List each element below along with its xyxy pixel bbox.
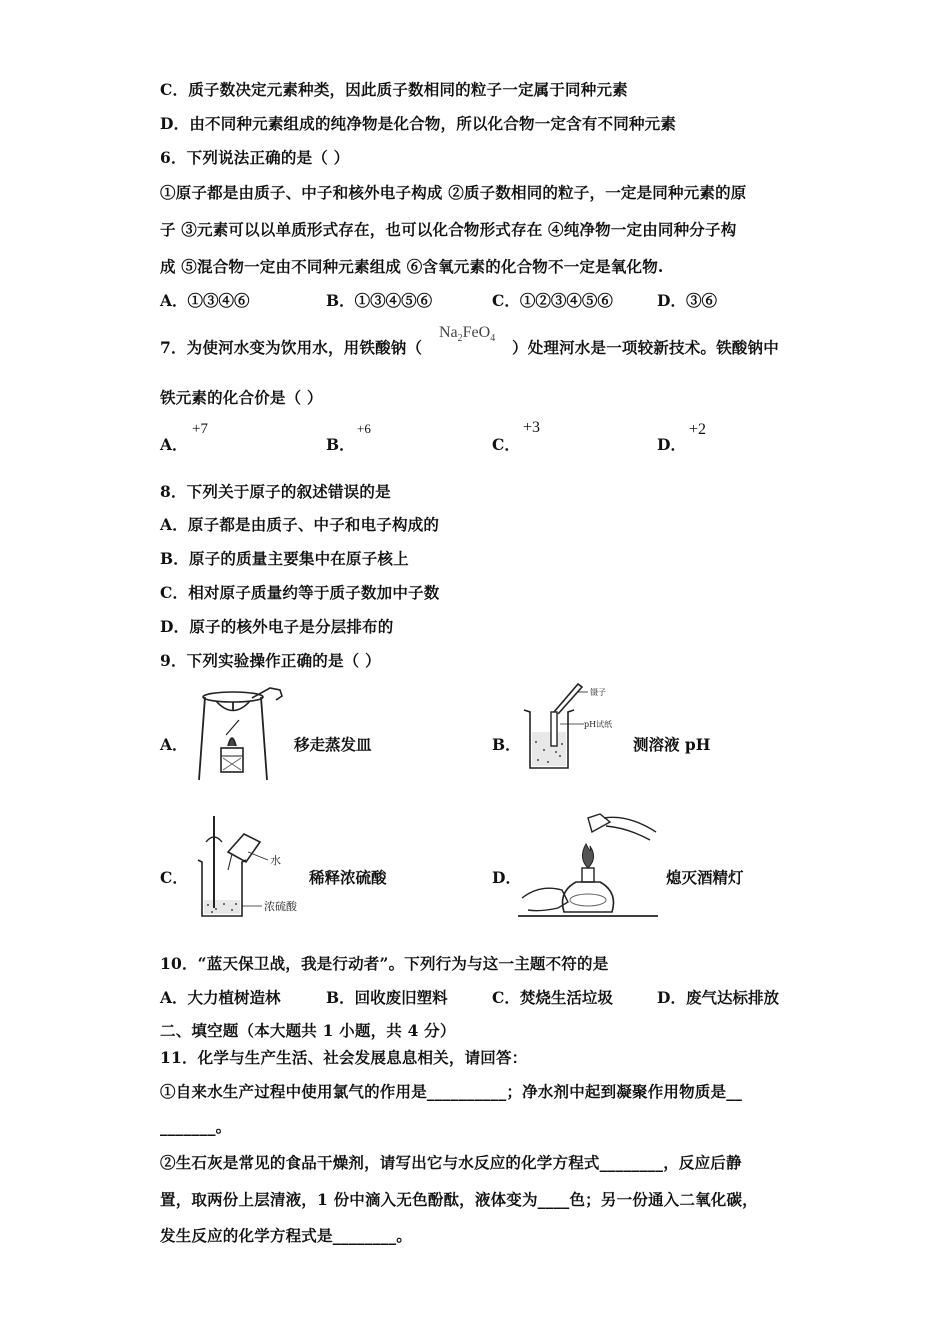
q7-stem-line-2: 铁元素的化合价是（ ）	[160, 388, 323, 407]
dilute-acid-illustration	[188, 812, 308, 920]
q7-option-c-value: +3	[523, 419, 541, 436]
q7-option-a-value: +7	[192, 421, 208, 437]
q9-option-a-caption: 移走蒸发皿	[294, 735, 372, 754]
q9-option-c-label: C．	[160, 868, 188, 887]
q9-option-d-label: D．	[492, 868, 521, 887]
q7-option-c-label: C．	[492, 435, 520, 454]
q6-stem: 6．下列说法正确的是（ ）	[160, 148, 350, 167]
q7-formula: $Na_2FeO_4$	[439, 324, 496, 345]
q7-stem-part-1: 7．为使河水变为饮用水，用铁酸钠（	[160, 338, 423, 357]
q5-option-d: D．由不同种元素组成的纯净物是化合物，所以化合物一定含有不同种元素	[160, 114, 677, 133]
q6-option-d: D．③⑥	[657, 291, 717, 310]
q5-option-c: C．质子数决定元素种类，因此质子数相同的粒子一定属于同种元素	[160, 80, 628, 99]
q6-option-b: B．①③④⑤⑥	[326, 291, 433, 310]
q11-part-1-line-2: _______。	[160, 1117, 232, 1136]
q6-statement-line-1: ①原子都是由质子、中子和核外电子构成 ②质子数相同的粒子，一定是同种元素的原	[160, 183, 747, 202]
ph-paper-label: pH试纸	[584, 720, 613, 729]
evaporating-dish-illustration	[190, 680, 290, 785]
q9-option-d-caption: 熄灭酒精灯	[666, 868, 744, 887]
q10-option-d: D．废气达标排放	[657, 988, 779, 1007]
q10-stem: 10．“蓝天保卫战，我是行动者”。下列行为与这一主题不符的是	[160, 954, 609, 973]
q8-stem: 8．下列关于原子的叙述错误的是	[160, 482, 391, 501]
q7-option-d-value: +2	[689, 421, 707, 438]
q11-part-2-line-2: 置，取两份上层清液，1 份中滴入无色酚酞，液体变为____色；另一份通入二氧化碳，	[160, 1190, 758, 1209]
q9-option-b-label: B．	[492, 735, 521, 754]
q11-stem: 11．化学与生产生活、社会发展息息相关，请回答：	[160, 1048, 528, 1067]
q7-option-b-value: +6	[357, 421, 371, 436]
q7-option-d-label: D．	[657, 435, 686, 454]
q6-statement-line-2: 子 ③元素可以以单质形式存在，也可以化合物形式存在 ④纯净物一定由同种分子构	[160, 220, 737, 239]
q8-option-a: A．原子都是由质子、中子和电子构成的	[160, 515, 440, 534]
q8-option-d: D．原子的核外电子是分层排布的	[160, 617, 394, 636]
ph-test-illustration	[520, 682, 630, 772]
q9-option-c-caption: 稀释浓硫酸	[309, 868, 387, 887]
alcohol-lamp-illustration	[518, 812, 660, 918]
q9-option-b-caption: 测溶液 pH	[633, 735, 711, 754]
q7-stem-part-2: ）处理河水是一项较新技术。铁酸钠中	[512, 338, 779, 357]
q11-part-1-line-1: ①自来水生产过程中使用氯气的作用是__________；净水剂中起到凝聚作用物质是__	[160, 1082, 743, 1101]
q9-stem: 9．下列实验操作正确的是（ ）	[160, 651, 381, 670]
q7-option-b-label: B．	[326, 435, 355, 454]
q11-part-2-line-1: ②生石灰是常见的食品干燥剂，请写出它与水反应的化学方程式________，反应后静	[160, 1153, 742, 1172]
water-label: 水	[270, 854, 281, 867]
tweezers-label: 镊子	[590, 688, 606, 697]
section-2-heading: 二、填空题（本大题共 1 小题，共 4 分）	[160, 1021, 456, 1040]
q6-option-c: C．①②③④⑤⑥	[492, 291, 613, 310]
q10-option-c: C．焚烧生活垃圾	[492, 988, 613, 1007]
q11-part-2-line-3: 发生反应的化学方程式是________。	[160, 1226, 413, 1245]
q7-option-a-label: A．	[160, 435, 188, 454]
q6-option-a: A．①③④⑥	[160, 291, 250, 310]
q8-option-c: C．相对原子质量约等于质子数加中子数	[160, 583, 440, 602]
q10-option-a: A．大力植树造林	[160, 988, 281, 1007]
q9-option-a-label: A．	[160, 735, 188, 754]
q6-statement-line-3: 成 ⑤混合物一定由不同种元素组成 ⑥含氧元素的化合物不一定是氧化物.	[160, 257, 664, 276]
q8-option-b: B．原子的质量主要集中在原子核上	[160, 549, 409, 568]
conc-acid-label: 浓硫酸	[264, 900, 297, 913]
q10-option-b: B．回收废旧塑料	[326, 988, 448, 1007]
